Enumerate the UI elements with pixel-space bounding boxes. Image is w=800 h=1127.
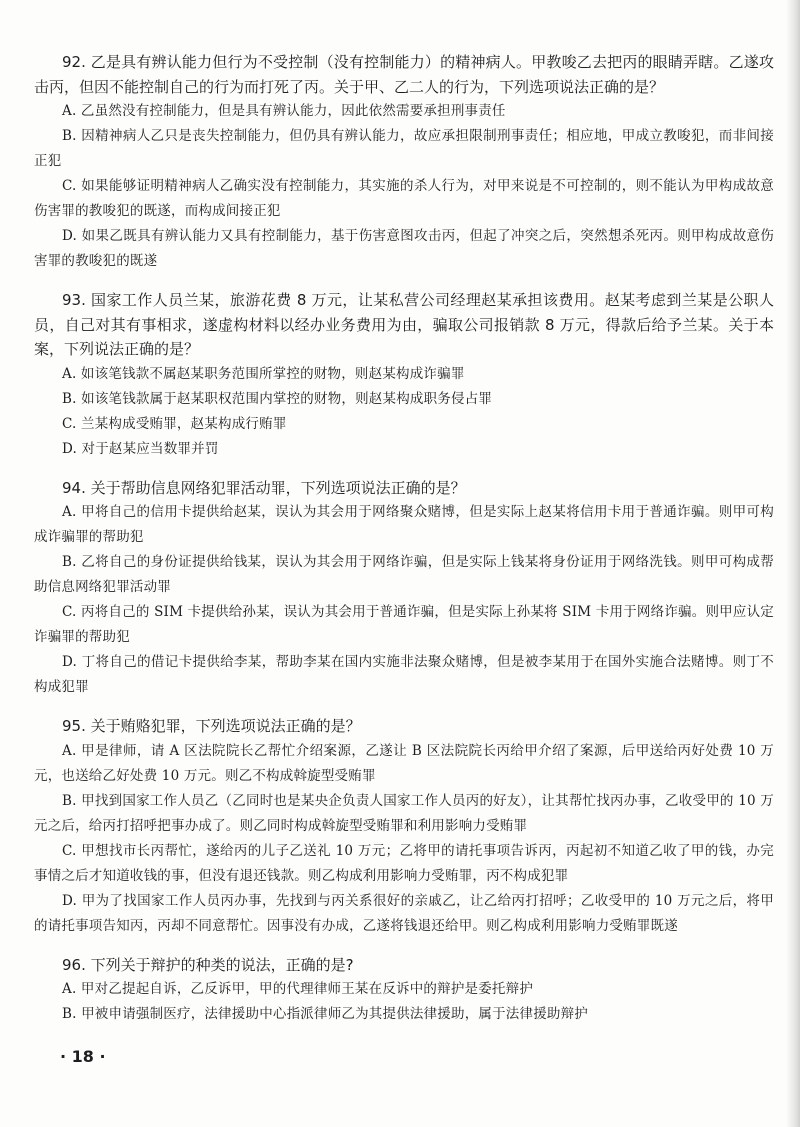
option-d: D. 甲为了找国家工作人员丙办事，先找到与丙关系很好的亲戚乙，让乙给丙打招呼；乙收受甲的 10 万元之后，将甲的请托事项告知丙，丙却不同意帮忙。因事没有办成，乙遂将钱退还给甲。则乙构成利用影响力受贿罪既遂: [34, 892, 774, 934]
option-a: A. 甲是律师，请 A 区法院院长乙帮忙介绍案源，乙遂让 B 区法院院长丙给甲介绍了案源，后甲送给丙好处费 10 万元，也送给乙好处费 10 万元。则乙不构成斡旋型受贿罪: [34, 742, 774, 784]
option-c: C. 兰某构成受贿罪，赵某构成行贿罪: [62, 415, 287, 432]
option-b: B. 乙将自己的身份证提供给钱某，误认为其会用于网络诈骗，但是实际上钱某将身份证用于网络洗钱。则甲可构成帮助信息网络犯罪活动罪: [34, 554, 774, 595]
question-94: [34, 476, 774, 701]
question-stem: 92. 乙是具有辨认能力但行为不受控制（没有控制能力）的精神病人。甲教唆乙去把丙的眼睛弄瞎。乙遂攻击丙，但因不能控制自己的行为而打死了丙。关于甲、乙二人的行为，下列选项说法正确的是？: [34, 53, 774, 96]
page-number: · 18 ·: [60, 1047, 106, 1066]
questions-container: [34, 50, 774, 1041]
question-92: [34, 50, 774, 274]
option-d: D. 对于赵某应当数罪并罚: [62, 440, 219, 457]
question-stem: 95. 关于贿赂犯罪，下列选项说法正确的是？: [62, 717, 361, 735]
option-a: A. 甲对乙提起自诉，乙反诉甲，甲的代理律师王某在反诉中的辩护是委托辩护: [62, 981, 534, 997]
option-b: B. 因精神病人乙只是丧失控制能力，但仍具有辨认能力，故应承担限制刑事责任；相应地，甲成立教唆犯，而非间接正犯: [34, 128, 774, 169]
option-d: D. 如果乙既具有辨认能力又具有控制能力，基于伤害意图攻击丙，但起了冲突之后，突然想杀死丙。则甲构成故意伤害罪的教唆犯的既遂: [34, 228, 774, 269]
option-c: C. 丙将自己的 SIM 卡提供给孙某，误认为其会用于普通诈骗，但是实际上孙某将 SIM 卡用于网络诈骗。则甲应认定诈骗罪的帮助犯: [34, 604, 774, 645]
question-stem: 96. 下列关于辩护的种类的说法，正确的是?: [62, 955, 354, 974]
question-stem: 93. 国家工作人员兰某，旅游花费 8 万元，让某私营公司经理赵某承担该费用。赵某考虑到兰某是公职人员，自己对其有事相求，遂虚构材料以经办业务费用为由，骗取公司报销款 8 万元，得款后给予兰某。关于本案，下列说法正确的是？: [34, 291, 774, 358]
question-stem: 94. 关于帮助信息网络犯罪活动罪，下列选项说法正确的是？: [62, 478, 466, 497]
option-a: A. 甲将自己的信用卡提供给赵某，误认为其会用于网络聚众赌博，但是实际上赵某将信用卡用于普通诈骗。则甲可构成诈骗罪的帮助犯: [34, 504, 774, 545]
option-c: C. 如果能够证明精神病人乙确实没有控制能力，其实施的杀人行为，对甲来说是不可控制的，则不能认为甲构成故意伤害罪的教唆犯的既遂，而构成间接正犯: [34, 178, 774, 219]
option-c: C. 甲想找市长丙帮忙，遂给丙的儿子乙送礼 10 万元；乙将甲的请托事项告诉丙，丙起初不知道乙收了甲的钱，办完事情之后才知道收钱的事，但没有退还钱款。则乙构成利用影响力受贿罪，丙不构成犯罪: [34, 842, 774, 884]
question-96: [34, 953, 774, 1028]
option-b: B. 甲被申请强制医疗，法律援助中心指派律师乙为其提供法律援助，属于法律援助辩护: [62, 1006, 589, 1022]
option-b: B. 如该笔钱款属于赵某职权范围内掌控的财物，则赵某构成职务侵占罪: [62, 390, 493, 407]
page-edge-shadow: [786, 0, 800, 1127]
option-d: D. 丁将自己的借记卡提供给李某，帮助李某在国内实施非法聚众赌博，但是被李某用于在国外实施合法赌博。则丁不构成犯罪: [34, 654, 774, 695]
option-a: A. 如该笔钱款不属赵某职务范围所掌控的财物，则赵某构成诈骗罪: [62, 365, 465, 382]
question-95: [34, 714, 774, 939]
option-b: B. 甲找到国家工作人员乙（乙同时也是某央企负责人国家工作人员丙的好友），让其帮忙找丙办事，乙收受甲的 10 万元之后，给丙打招呼把事办成了。则乙同时构成斡旋型受贿罪和利用影响力受贿罪: [34, 792, 774, 834]
option-a: A. 乙虽然没有控制能力，但是具有辨认能力，因此依然需要承担刑事责任: [62, 103, 506, 119]
question-93: [34, 288, 774, 462]
